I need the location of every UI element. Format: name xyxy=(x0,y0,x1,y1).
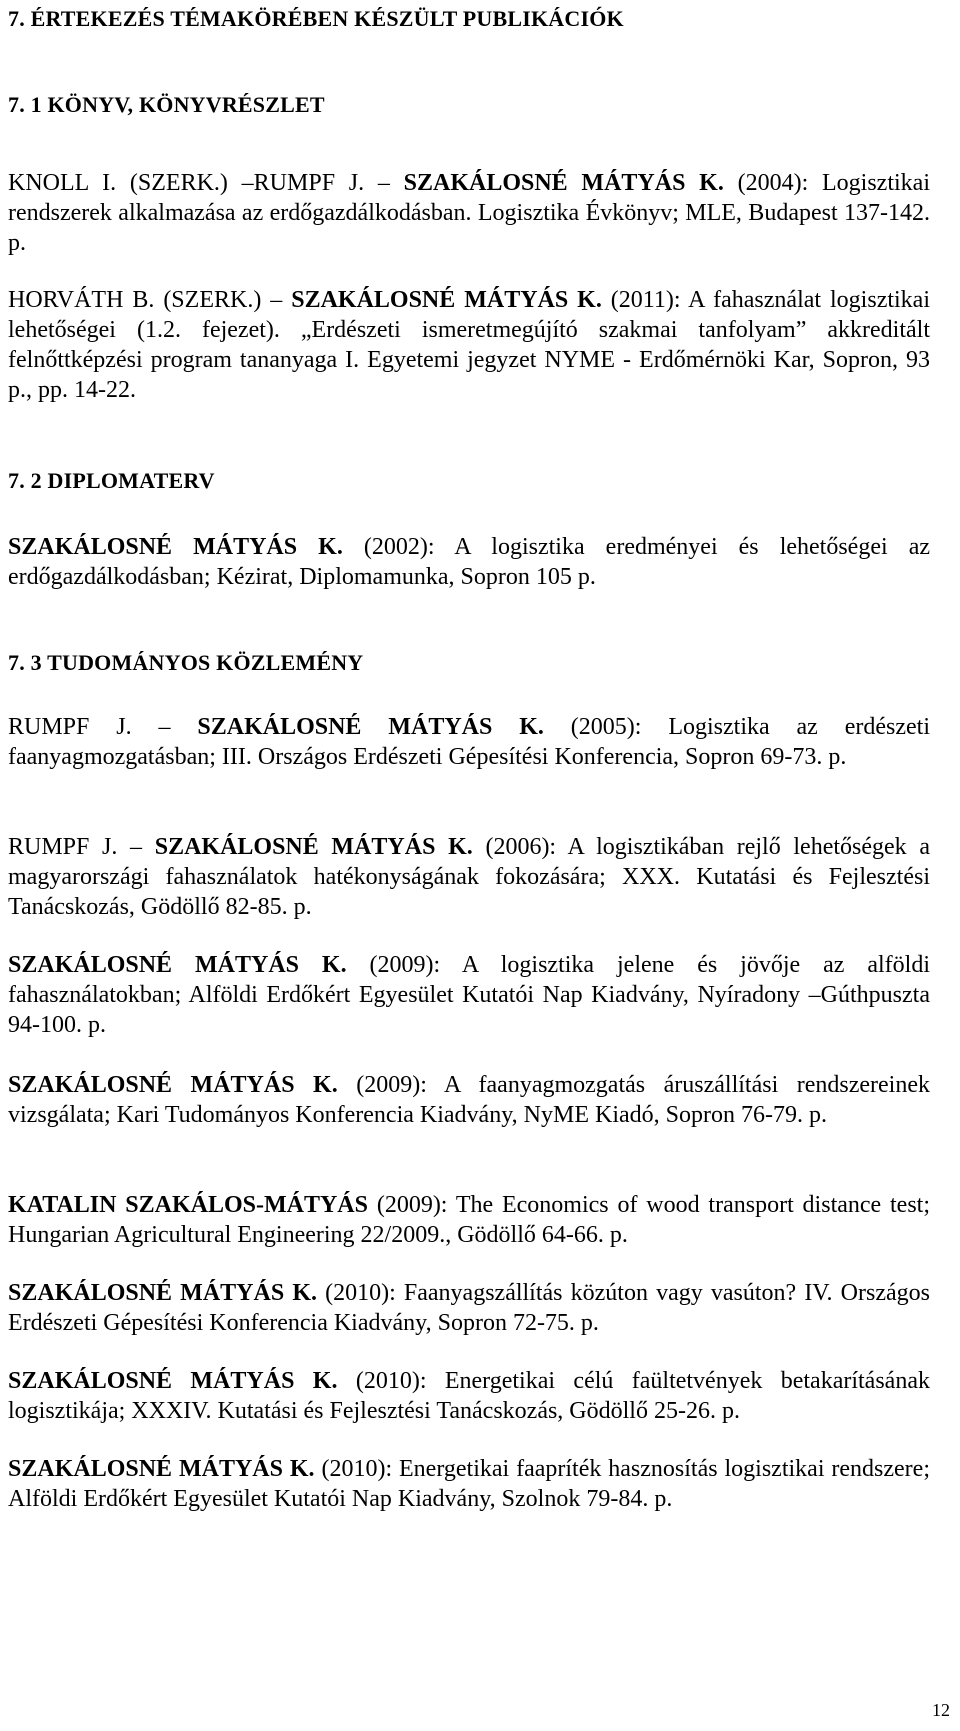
reference-author-bold: SZAKÁLOSNÉ MÁTYÁS K. xyxy=(291,287,602,313)
reference-text: (2002): A logisztika eredményei és lehetőségei az erdőgazdálkodásban; Kézirat, Diplomamunka, Sopron 105 p. xyxy=(8,534,930,590)
reference-entry xyxy=(8,168,930,258)
reference-entry xyxy=(8,712,930,772)
reference-authors: HORVÁTH B. (SZERK.) – xyxy=(8,287,292,313)
reference-author-bold: SZAKÁLOSNÉ MÁTYÁS K. xyxy=(8,952,347,978)
reference-author-bold: SZAKÁLOSNÉ MÁTYÁS K. xyxy=(8,1456,315,1482)
reference-text: (2009): A faanyagmozgatás áruszállítási rendszereinek vizsgálata; Kari Tudományos Konferencia Kiadvány, NyME Kiadó, Sopron 76-79. p. xyxy=(8,1072,930,1128)
section-heading-scientific: 7. 3 TUDOMÁNYOS KÖZLEMÉNY xyxy=(8,650,364,675)
reference-entry xyxy=(8,950,930,1040)
reference-text: (2009): A logisztika jelene és jövője az alföldi fahasználatokban; Alföldi Erdőkért Egyesület Kutatói Nap Kiadvány, Nyíradony –Gúthpuszta 94-100. p. xyxy=(8,952,930,1038)
reference-authors: KNOLL I. (SZERK.) –RUMPF J. – xyxy=(8,170,404,196)
reference-authors: RUMPF J. – xyxy=(8,714,198,740)
reference-author-bold: SZAKÁLOSNÉ MÁTYÁS K. xyxy=(8,1280,317,1306)
reference-entry xyxy=(8,1070,930,1130)
reference-text: (2011): A fahasználat logisztikai lehetőségei (1.2. fejezet). „Erdészeti ismeretmegújító szakmai tanfolyam” akkreditált felnőttképzési program tananyaga I. Egyetemi jegyzet NYME - Erdőmérnöki Kar, Sopron, 93 p., pp. 14-22. xyxy=(8,287,931,403)
reference-author-bold: SZAKÁLOSNÉ MÁTYÁS K. xyxy=(8,1368,338,1394)
reference-text: (2010): Energetikai célú faültetvények betakarításának logisztikája; XXXIV. Kutatási és Fejlesztési Tanácskozás, Gödöllő 25-26. p. xyxy=(8,1368,930,1424)
reference-author-bold: SZAKÁLOSNÉ MÁTYÁS K. xyxy=(8,534,343,560)
reference-author-bold: SZAKÁLOSNÉ MÁTYÁS K. xyxy=(197,714,544,740)
reference-text: (2006): A logisztikában rejlő lehetőségek a magyarországi fahasználatok hatékonyságának fokozására; XXX. Kutatási és Fejlesztési Tanácskozás, Gödöllő 82-85. p. xyxy=(8,834,930,920)
reference-entry xyxy=(8,1190,930,1250)
chapter-heading: 7. ÉRTEKEZÉS TÉMAKÖRÉBEN KÉSZÜLT PUBLIKÁCIÓK xyxy=(8,6,624,31)
section-heading-book: 7. 1 KÖNYV, KÖNYVRÉSZLET xyxy=(8,92,325,117)
reference-text: (2009): The Economics of wood transport distance test; Hungarian Agricultural Engineering 22/2009., Gödöllő 64-66. p. xyxy=(8,1192,931,1248)
reference-author-bold: KATALIN SZAKÁLOS-MÁTYÁS xyxy=(8,1192,368,1218)
reference-entry xyxy=(8,532,930,592)
page-number: 12 xyxy=(932,1700,950,1720)
reference-author-bold: SZAKÁLOSNÉ MÁTYÁS K. xyxy=(8,1072,338,1098)
reference-authors: RUMPF J. – xyxy=(8,834,155,860)
section-heading-thesis: 7. 2 DIPLOMATERV xyxy=(8,468,215,493)
reference-entry xyxy=(8,285,930,405)
reference-entry xyxy=(8,1366,930,1426)
reference-text: (2010): Faanyagszállítás közúton vagy vasúton? IV. Országos Erdészeti Gépesítési Konferencia Kiadvány, Sopron 72-75. p. xyxy=(8,1280,930,1336)
reference-author-bold: SZAKÁLOSNÉ MÁTYÁS K. xyxy=(154,834,473,860)
reference-text: (2005): Logisztika az erdészeti faanyagmozgatásban; III. Országos Erdészeti Gépesítési Konferencia, Sopron 69-73. p. xyxy=(8,714,931,770)
reference-entry xyxy=(8,1278,930,1338)
reference-author-bold: SZAKÁLOSNÉ MÁTYÁS K. xyxy=(403,170,724,196)
reference-text: (2004): Logisztikai rendszerek alkalmazása az erdőgazdálkodásban. Logisztika Évkönyv; MLE, Budapest 137-142. p. xyxy=(8,170,930,256)
reference-entry xyxy=(8,1454,930,1514)
reference-text: (2010): Energetikai faapríték hasznosítás logisztikai rendszere; Alföldi Erdőkért Egyesület Kutatói Nap Kiadvány, Szolnok 79-84. p. xyxy=(8,1456,930,1512)
reference-entry xyxy=(8,832,930,922)
